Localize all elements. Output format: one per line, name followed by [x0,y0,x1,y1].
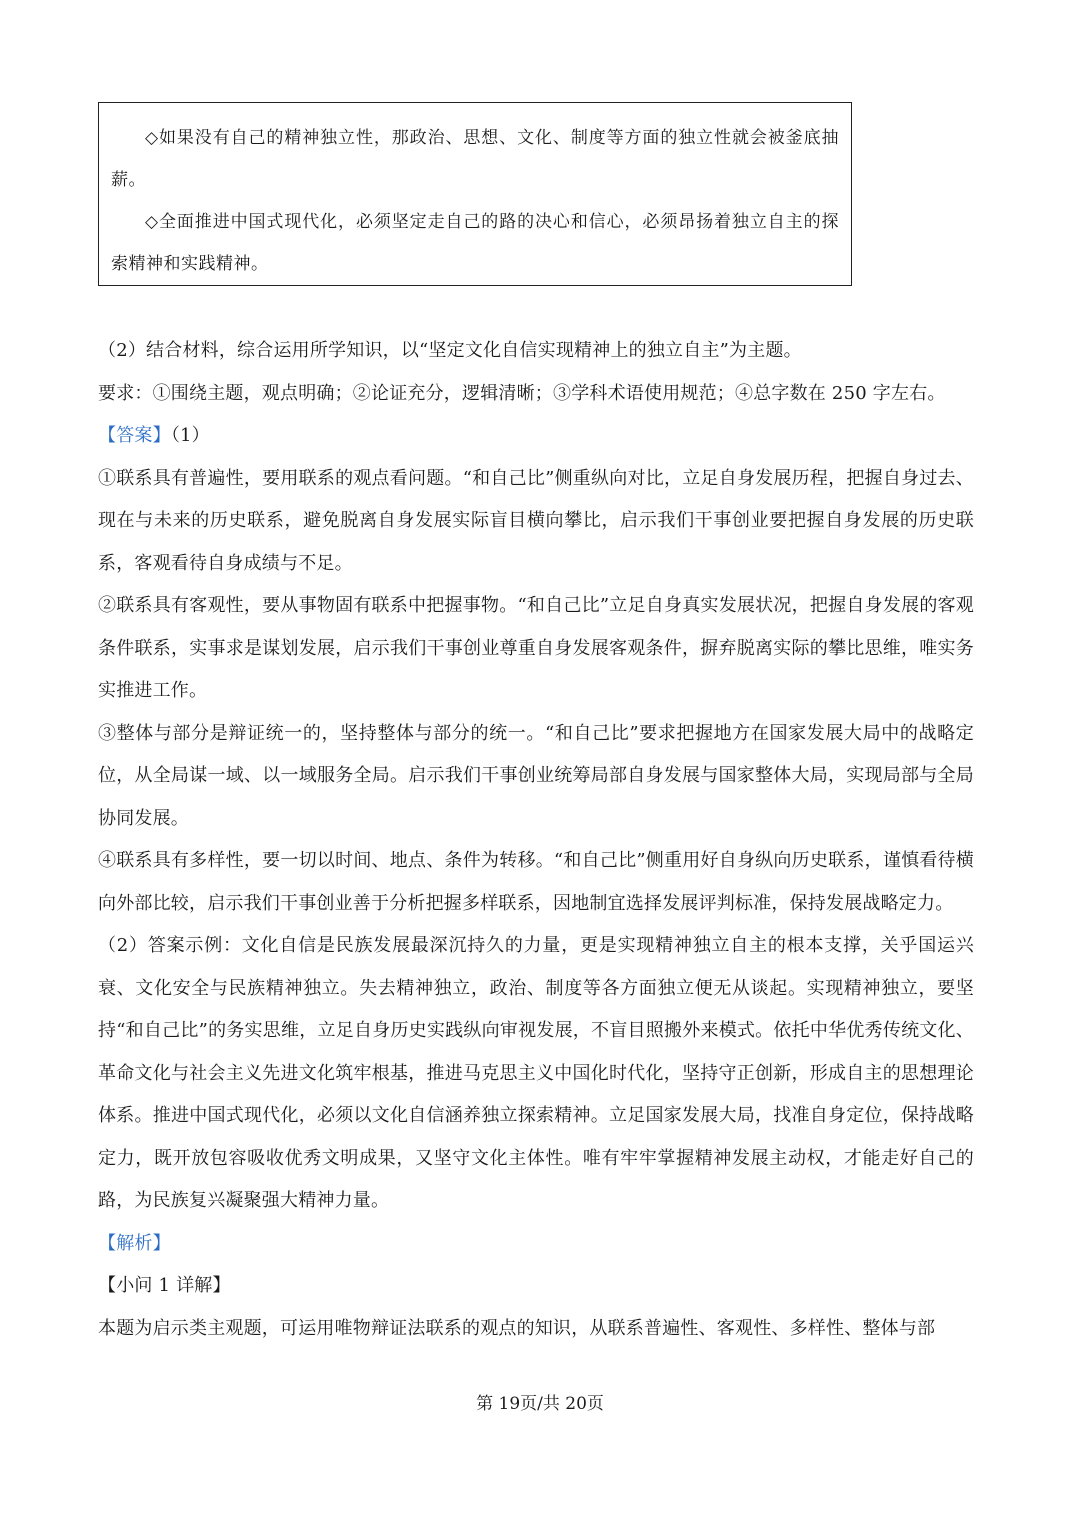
answer-tag: 【答案】 [98,425,171,446]
answer-point-4: ④联系具有多样性，要一切以时间、地点、条件为转移。“和自己比”侧重用好自身纵向历史联系，谨慎看待横向外部比较，启示我们干事创业善于分析把握多样联系，因地制宜选择发展评判标准，保持发展战略定力。 [98,850,974,914]
answer-point-3: ③整体与部分是辩证统一的，坚持整体与部分的统一。“和自己比”要求把握地方在国家发展大局中的战略定位，从全局谋一域、以一域服务全局。启示我们干事创业统筹局部自身发展与国家整体大局，实现局部与全局协同发展。 [98,722,974,829]
question-2-requirements: 要求：①围绕主题，观点明确；②论证充分，逻辑清晰；③学科术语使用规范；④总字数在 250 字左右。 [98,382,946,404]
answer-point-2: ②联系具有客观性，要从事物固有联系中把握事物。“和自己比”立足自身真实发展状况，把握自身发展的客观条件联系，实事求是谋划发展，启示我们干事创业尊重自身发展客观条件，摒弃脱离实际的攀比思维，唯实务实推进工作。 [98,595,974,701]
analysis-heading [98,1223,974,1266]
main-content [98,330,974,1350]
answer-part-2: （2）答案示例：文化自信是民族发展最深沉持久的力量，更是实现精神独立自主的根本支撑，关乎国运兴衰、文化安全与民族精神独立。失去精神独立，政治、制度等各方面独立便无从谈起。实现精神独立，要坚持“和自己比”的务实思维，立足自身历史实践纵向审视发展，不盲目照搬外来模式。依托中华优秀传统文化、革命文化与社会主义先进文化筑牢根基，推进马克思主义中国化时代化，坚持守正创新，形成自主的思想理论体系。推进中国式现代化，必须以文化自信涵养独立探索精神。立足国家发展大局，找准自身定位，保持战略定力，既开放包容吸收优秀文明成果，又坚守文化主体性。唯有牢牢掌握精神发展主动权，才能走好自己的路，为民族复兴凝聚强大精神力量。 [98,935,974,1211]
material-box [98,102,852,286]
page-number-footer: 第 19页/共 20页 [476,1394,604,1414]
question-2-prompt: （2）结合材料，综合运用所学知识，以“坚定文化自信实现精神上的独立自主”为主题。 [98,340,802,361]
answer-heading [98,415,974,458]
analysis-text: 本题为启示类主观题，可运用唯物辩证法联系的观点的知识，从联系普遍性、客观性、多样性、整体与部 [98,1317,936,1339]
analysis-tag: 【解析】 [98,1232,171,1254]
answer-point-1: ①联系具有普遍性，要用联系的观点看问题。“和自己比”侧重纵向对比，立足自身发展历程，把握自身过去、现在与未来的历史联系，避免脱离自身发展实际盲目横向攀比，启示我们干事创业要把握自身发展的历史联系，客观看待自身成绩与不足。 [98,467,974,574]
material-item-1: ◇如果没有自己的精神独立性，那政治、思想、文化、制度等方面的独立性就会被釜底抽薪。 [111,128,839,190]
answer-part1-label: （1） [170,425,210,446]
material-item-2: ◇全面推进中国式现代化，必须坚定走自己的路的决心和信心，必须昂扬着独立自主的探索精神和实践精神。 [111,212,839,274]
analysis-sub-heading: 【小问 1 详解】 [98,1275,231,1296]
